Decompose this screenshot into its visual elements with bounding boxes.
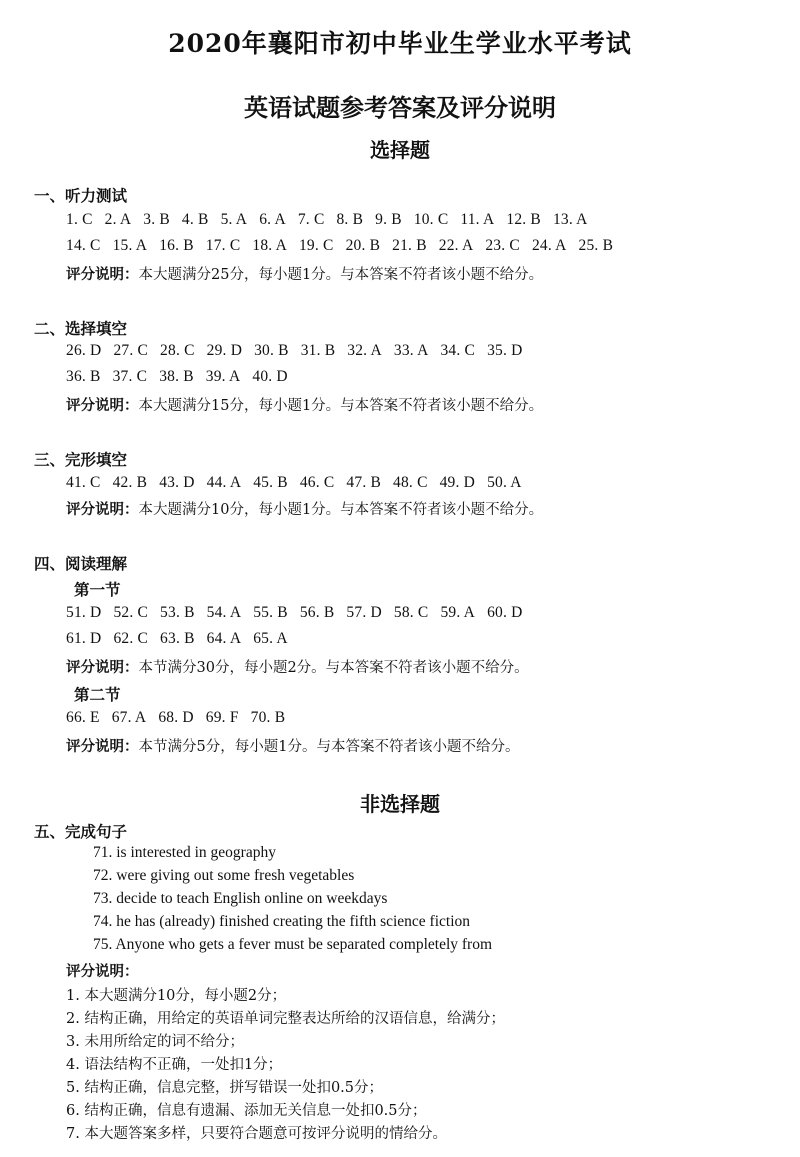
answer-item: 36. B bbox=[66, 368, 101, 385]
answer-item: 3. B bbox=[143, 211, 170, 228]
answer-item: 23. C bbox=[485, 237, 520, 254]
answer-item: 7. C bbox=[297, 211, 325, 228]
answer-item: 33. A bbox=[393, 342, 429, 359]
answer-item: 15. A bbox=[112, 237, 148, 254]
note-text: 本大题满分15分，每小题1分。与本答案不符者该小题不给分。 bbox=[138, 398, 544, 414]
part-title-nonchoice: 非选择题 bbox=[360, 792, 440, 816]
answer-item: 47. B bbox=[346, 474, 382, 491]
answer-item: 21. B bbox=[392, 237, 427, 254]
answer-row bbox=[66, 368, 300, 386]
scoring-rule: 5. 结构正确，信息完整，拼写错误一处扣0.5分； bbox=[66, 1080, 384, 1096]
section-heading-sentences: 五、完成句子 bbox=[34, 823, 128, 841]
answer-item: 28. C bbox=[160, 342, 195, 359]
answer-item: 45. B bbox=[253, 474, 288, 491]
note-label: 评分说明： bbox=[66, 964, 139, 980]
answer-item: 30. B bbox=[254, 342, 289, 359]
scoring-note bbox=[66, 498, 543, 519]
note-text: 本节满分5分，每小题1分。与本答案不符者该小题不给分。 bbox=[138, 739, 520, 755]
answer-item: 1. C bbox=[66, 211, 93, 228]
note-label: 评分说明： bbox=[66, 267, 139, 283]
answer-item: 26. D bbox=[66, 342, 102, 359]
answer-item: 38. B bbox=[159, 368, 194, 385]
answer-item: 20. B bbox=[345, 237, 381, 254]
answer-item: 60. D bbox=[487, 604, 523, 621]
answer-item: 4. B bbox=[181, 211, 209, 228]
note-text: 本大题满分25分，每小题1分。与本答案不符者该小题不给分。 bbox=[138, 267, 544, 283]
answer-row bbox=[66, 237, 625, 255]
scoring-rule: 4. 语法结构不正确，一处扣1分； bbox=[66, 1057, 283, 1073]
answer-item: 6. A bbox=[259, 211, 286, 228]
answer-item: 63. B bbox=[160, 630, 195, 647]
answer-item: 53. B bbox=[160, 604, 195, 621]
answer-item: 54. A bbox=[206, 604, 242, 621]
sentence-answer: 72. were giving out some fresh vegetables bbox=[93, 867, 355, 884]
sentence-answer: 74. he has (already) finished creating the fifth science fiction bbox=[93, 913, 471, 930]
scoring-rule: 1. 本大题满分10分，每小题2分； bbox=[66, 988, 287, 1004]
section-heading-cloze: 三、完形填空 bbox=[34, 451, 128, 469]
answer-item: 46. C bbox=[299, 474, 335, 491]
scoring-note bbox=[66, 263, 543, 284]
scoring-note bbox=[66, 394, 543, 415]
answer-item: 34. C bbox=[440, 342, 476, 359]
scoring-rule: 3. 未用所给定的词不给分； bbox=[66, 1034, 244, 1050]
answer-item: 25. B bbox=[578, 237, 614, 254]
note-label: 评分说明： bbox=[66, 739, 139, 755]
answer-row bbox=[66, 709, 297, 727]
answer-item: 11. A bbox=[460, 211, 495, 228]
section-heading-reading: 四、阅读理解 bbox=[34, 555, 128, 573]
sentence-answer: 71. is interested in geography bbox=[93, 844, 276, 861]
answer-item: 58. C bbox=[393, 604, 429, 621]
answer-item: 52. C bbox=[113, 604, 149, 621]
section-heading-fill-choice: 二、选择填空 bbox=[34, 320, 128, 338]
answer-row bbox=[66, 211, 600, 229]
scoring-rule: 6. 结构正确，信息有遗漏、添加无关信息一处扣0.5分； bbox=[66, 1103, 427, 1119]
answer-item: 27. C bbox=[113, 342, 149, 359]
sentence-answer: 73. decide to teach English online on weekdays bbox=[93, 890, 388, 907]
answer-item: 31. B bbox=[300, 342, 336, 359]
answer-item: 17. C bbox=[205, 237, 241, 254]
answer-item: 35. D bbox=[487, 342, 523, 359]
answer-item: 9. B bbox=[375, 211, 402, 228]
answer-item: 56. B bbox=[299, 604, 335, 621]
exam-title: 2020年襄阳市初中毕业生学业水平考试 bbox=[168, 29, 632, 58]
answer-item: 43. D bbox=[159, 474, 195, 491]
answer-item: 57. D bbox=[346, 604, 382, 621]
answer-item: 16. B bbox=[159, 237, 194, 254]
answer-item: 44. A bbox=[206, 474, 242, 491]
answer-item: 68. D bbox=[158, 709, 194, 726]
scoring-rule: 2. 结构正确，用给定的英语单词完整表达所给的汉语信息，给满分； bbox=[66, 1011, 505, 1027]
answer-item: 61. D bbox=[66, 630, 102, 647]
answer-row bbox=[66, 630, 300, 648]
scoring-note-label bbox=[66, 960, 139, 981]
note-label: 评分说明： bbox=[66, 660, 139, 676]
answer-item: 42. B bbox=[112, 474, 148, 491]
answer-item: 50. A bbox=[487, 474, 522, 491]
answer-item: 70. B bbox=[250, 709, 286, 726]
scoring-note bbox=[66, 735, 519, 756]
answer-item: 65. A bbox=[253, 630, 288, 647]
answer-item: 67. A bbox=[111, 709, 147, 726]
document-subtitle: 英语试题参考答案及评分说明 bbox=[244, 94, 556, 122]
answer-item: 62. C bbox=[113, 630, 149, 647]
answer-item: 39. A bbox=[205, 368, 241, 385]
answer-item: 14. C bbox=[66, 237, 101, 254]
answer-item: 64. A bbox=[206, 630, 242, 647]
section-heading-listening: 一、听力测试 bbox=[34, 187, 128, 205]
sentence-answer: 75. Anyone who gets a fever must be separated completely from bbox=[93, 936, 493, 953]
answer-item: 29. D bbox=[206, 342, 243, 359]
answer-item: 55. B bbox=[253, 604, 288, 621]
scoring-rule: 7. 本大题答案多样，只要符合题意可按评分说明的情给分。 bbox=[66, 1126, 447, 1142]
answer-item: 18. A bbox=[252, 237, 287, 254]
subsection-heading-2: 第二节 bbox=[74, 686, 121, 704]
answer-item: 8. B bbox=[336, 211, 364, 228]
answer-item: 22. A bbox=[438, 237, 474, 254]
answer-row bbox=[66, 474, 534, 492]
answer-item: 19. C bbox=[298, 237, 334, 254]
answer-item: 59. A bbox=[440, 604, 476, 621]
answer-item: 51. D bbox=[66, 604, 102, 621]
scoring-note bbox=[66, 656, 529, 677]
note-label: 评分说明： bbox=[66, 502, 139, 518]
answer-item: 69. F bbox=[205, 709, 239, 726]
answer-item: 13. A bbox=[552, 211, 588, 228]
answer-item: 66. E bbox=[66, 709, 100, 726]
answer-item: 41. C bbox=[66, 474, 101, 491]
answer-item: 49. D bbox=[439, 474, 476, 491]
answer-item: 40. D bbox=[252, 368, 288, 385]
answer-item: 10. C bbox=[413, 211, 449, 228]
subsection-heading-1: 第一节 bbox=[74, 581, 121, 599]
answer-item: 12. B bbox=[506, 211, 541, 228]
answer-item: 32. A bbox=[347, 342, 382, 359]
part-title-choice: 选择题 bbox=[370, 138, 430, 162]
note-label: 评分说明： bbox=[66, 398, 139, 414]
answer-item: 48. C bbox=[393, 474, 428, 491]
answer-item: 37. C bbox=[112, 368, 148, 385]
note-text: 本节满分30分，每小题2分。与本答案不符者该小题不给分。 bbox=[138, 660, 529, 676]
answer-item: 5. A bbox=[220, 211, 248, 228]
answer-row bbox=[66, 604, 535, 622]
answer-row bbox=[66, 342, 535, 360]
note-text: 本大题满分10分，每小题1分。与本答案不符者该小题不给分。 bbox=[138, 502, 544, 518]
answer-item: 2. A bbox=[104, 211, 132, 228]
answer-item: 24. A bbox=[531, 237, 567, 254]
